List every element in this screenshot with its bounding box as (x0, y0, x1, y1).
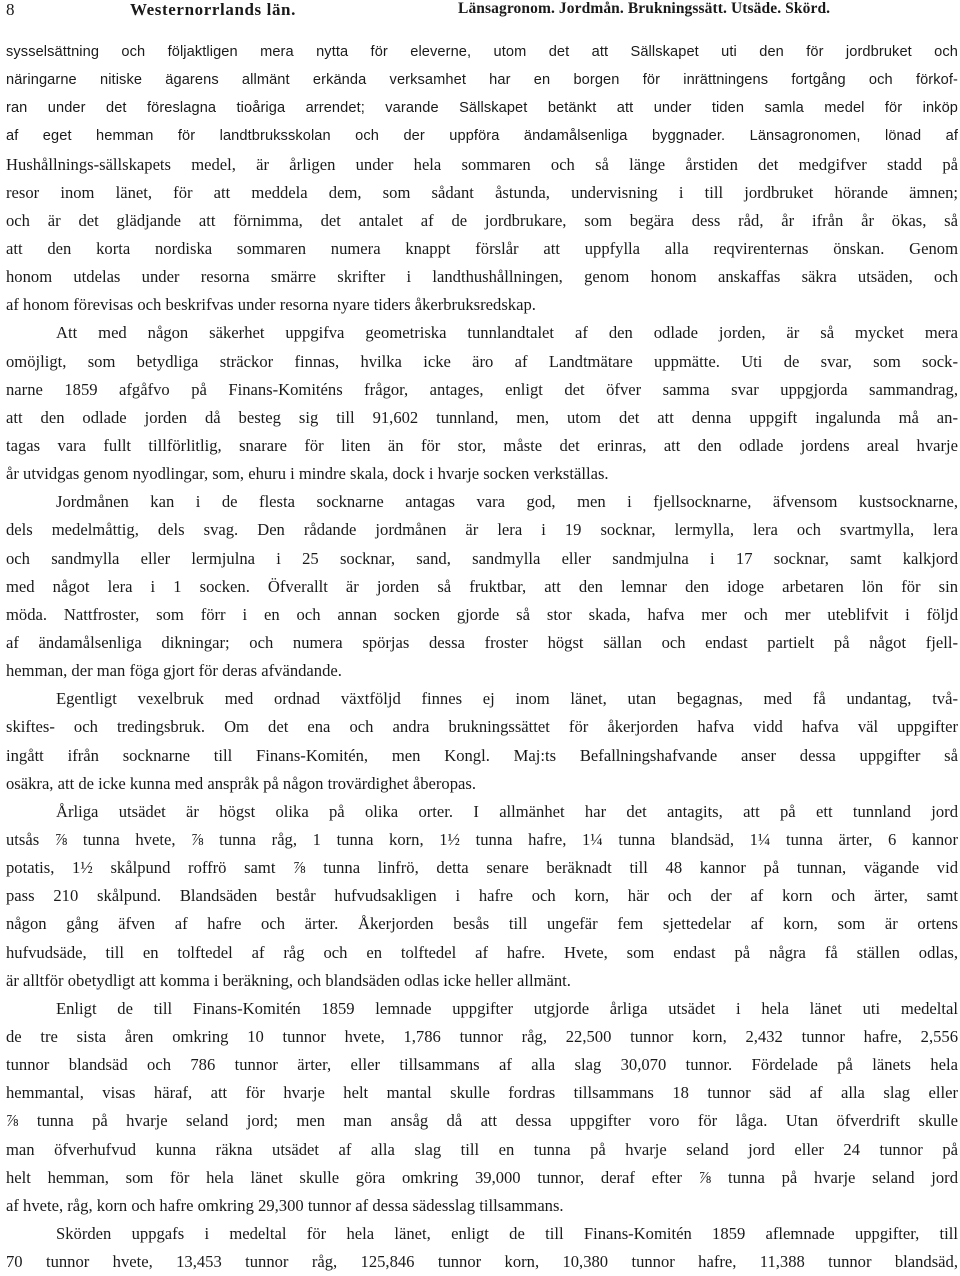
text-line: potatis, 1½ skålpund roffrö samt ⅞ tunna linfrö, detta senare beräknadt till 48 kannor på tunnan, vägande vid (6, 858, 958, 878)
text-line: narne 1859 afgåfvo på Finans-Komiténs frågor, antages, enligt det öfver samma svar uppgjorda sammandrag, (6, 379, 958, 399)
text-line: omöjligt, som betydliga sträckor finnas, hvilka icke äro af Landtmätare uppmätte. Uti de svar, som sock- (6, 351, 958, 371)
text-line: af eget hemman för landtbruksskolan och der uppföra ändamålsenliga byggnader. Länsagronomen, lönad af (6, 128, 958, 145)
county-title: Westernorrlands län. (130, 0, 296, 19)
text-line: man öfverhufvud kunna räkna utsädet af alla slag till en tunna på hvarje seland jord eller 24 tunnor på (6, 1139, 958, 1159)
text-line: af ändamålsenliga dikningar; och numera spörjas dessa froster högst sällan och endast partielt på något fjell- (6, 632, 958, 652)
text-line: ingått ifrån socknarne till Finans-Komitén, men Kongl. Maj:ts Befallningshafvande anser dessa uppgifter så (6, 745, 958, 765)
text-line: dels medelmåttig, dels svag. Den rådande jordmånen är lera i 19 socknar, lermylla, lera och svartmylla, lera (6, 520, 958, 540)
text-line: och sandmylla eller lermjulna i 25 socknar, sand, sandmylla eller sandmjulna i 17 socknar, samt kalkjord (6, 548, 958, 568)
text-line: Hushållnings-sällskapets medel, är årligen under hela sommaren och så länge årstiden det medgifver stadd på (6, 154, 958, 174)
body-text (6, 38, 958, 1276)
paragraph-start: Jordmånen kan i de flesta socknarne antagas vara god, men i fjellsocknarne, äfvensom kustsocknarne, (56, 492, 958, 512)
text-line: tunnor blandsäd och 786 tunnor ärter, eller tillsammans af alla slag 30,070 tunnor. Fördelade på länets hela (6, 1055, 958, 1075)
text-line: någon gång äfven af hafre och ärter. Åkerjorden besås till ungefär fem sjettedelar af korn, som är ortens (6, 914, 958, 934)
text-line: osäkra, att de icke kunna med anspråk på någon trovärdighet åberopas. (6, 773, 476, 793)
text-line: med något lera i 1 socken. Öfverallt är jorden så fruktbar, att den lemnar den idoge arbetaren lön för sin (6, 576, 958, 596)
text-line: hemmantal, visas häraf, att för hvarje helt mantal skulle fordras tillsammans 18 tunnor säd af alla slag eller (6, 1083, 958, 1103)
page-number: 8 (6, 0, 15, 19)
text-line: tagas vara fullt tillförlitlig, snarare för liten än för stor, måste det erinras, att den odlade jordens areal hvarje (6, 435, 958, 455)
text-line: år utvidgas genom nyodlingar, som, ehuru i mindre skala, dock i hvarje socken verkställas. (6, 464, 609, 484)
paragraph-start: Egentligt vexelbruk med ordnad växtföljd finnes ej inom länet, utan begagnas, med få undantag, två- (56, 689, 958, 709)
text-line: skiftes- och tredingsbruk. Om det ena och andra brukningssättet för åkerjorden hafva vidd hafva väl uppgifter (6, 717, 958, 737)
text-line: näringarne nitiske ägarens allmänt erkända verksamhet har en borgen för inrättningens fortgång och förkof- (6, 72, 958, 89)
text-line: helt hemman, som för hela länet skulle göra omkring 39,000 tunnor, deraf efter ⅞ tunna på hvarje seland jord (6, 1167, 958, 1187)
header-keywords: Länsagronom. Jordmån. Brukningssätt. Utsäde. Skörd. (458, 0, 831, 17)
text-line: utsås ⅞ tunna hvete, ⅞ tunna råg, 1 tunna korn, 1½ tunna hafre, 1¼ tunna blandsäd, 1¼ tunna ärter, 6 kannor (6, 830, 958, 849)
text-line: är alltför obetydligt att komma i beräkning, och blandsäden odlas icke heller allmänt. (6, 970, 571, 990)
text-line: ran under det föreslagna tioåriga arrendet; varande Sällskapet betänkt att under tiden samla medel för inköp (6, 100, 958, 117)
text-line: hufvudsäde, till en tolftedel af råg och en tolftedel af hafre. Hvete, som endast på några få ställen odlas, (6, 942, 958, 962)
paragraph-start: Enligt de till Finans-Komitén 1859 lemnade uppgifter utgjorde årliga utsädet i hela länet uti medeltal (56, 998, 958, 1018)
text-line: af hvete, råg, korn och hafre omkring 29,300 tunnor af dessa sädesslag tillsammans. (6, 1195, 564, 1215)
text-line: att den odlade jorden då besteg sig till 91,602 tunnland, men, utom det att denna uppgift ingalunda må an- (6, 407, 958, 427)
text-line: pass 210 skålpund. Blandsäden består hufvudsakligen i hafre och korn, här och der af korn och ärter, samt (6, 886, 958, 906)
text-line: honom utdelas under resorna smärre skrifter i landthushållningen, genom honom anskaffas säkra utsäden, och (6, 267, 958, 287)
running-header (6, 0, 956, 22)
text-line: sysselsättning och följaktligen mera nytta för eleverne, utom det att Sällskapet uti den för jordbruket och (6, 44, 958, 60)
text-line: 70 tunnor hvete, 13,453 tunnor råg, 125,846 tunnor korn, 10,380 tunnor hafre, 11,388 tunnor blandsäd, (6, 1252, 958, 1272)
text-line: hemman, der man föga gjort för deras afvändande. (6, 661, 342, 681)
paragraph-start: Att med någon säkerhet uppgifva geometriska tunnlandtalet af den odlade jorden, är så mycket mera (56, 323, 958, 343)
text-line: de tre sista åren omkring 10 tunnor hvete, 1,786 tunnor råg, 22,500 tunnor korn, 2,432 tunnor hafre, 2,556 (6, 1027, 958, 1046)
text-line: och är det glädjande att förnimma, det antalet af de jordbrukare, som begära dess råd, år ifrån år ökas, så (6, 210, 958, 230)
paragraph-start: Årliga utsädet är högst olika på olika orter. I allmänhet har det antagits, att på ett tunnland jord (56, 801, 958, 821)
paragraph-start: Skörden uppgafs i medeltal för hela länet, enligt de till Finans-Komitén 1859 aflemnade uppgifter, till (56, 1224, 958, 1243)
text-line: möda. Nattfroster, som förr i en och annan socken gjorde så stor skada, hafva mer och mer uteblifvit i följd (6, 604, 958, 624)
text-line: ⅞ tunna på hvarje seland jord; men man ansåg då att dessa uppgifter voro för låga. Utan öfverdrift skulle (6, 1111, 958, 1131)
text-line: att den korta nordiska sommaren numera knappt förslår att uppfylla alla reqvirenternas önskan. Genom (6, 238, 958, 258)
text-line: af honom förevisas och beskrifvas under resorna nyare tiders åkerbruksredskap. (6, 295, 536, 315)
text-line: resor inom länet, för att meddela dem, som sådant åstunda, undervisning i till jordbruket hörande ämnen; (6, 182, 958, 202)
